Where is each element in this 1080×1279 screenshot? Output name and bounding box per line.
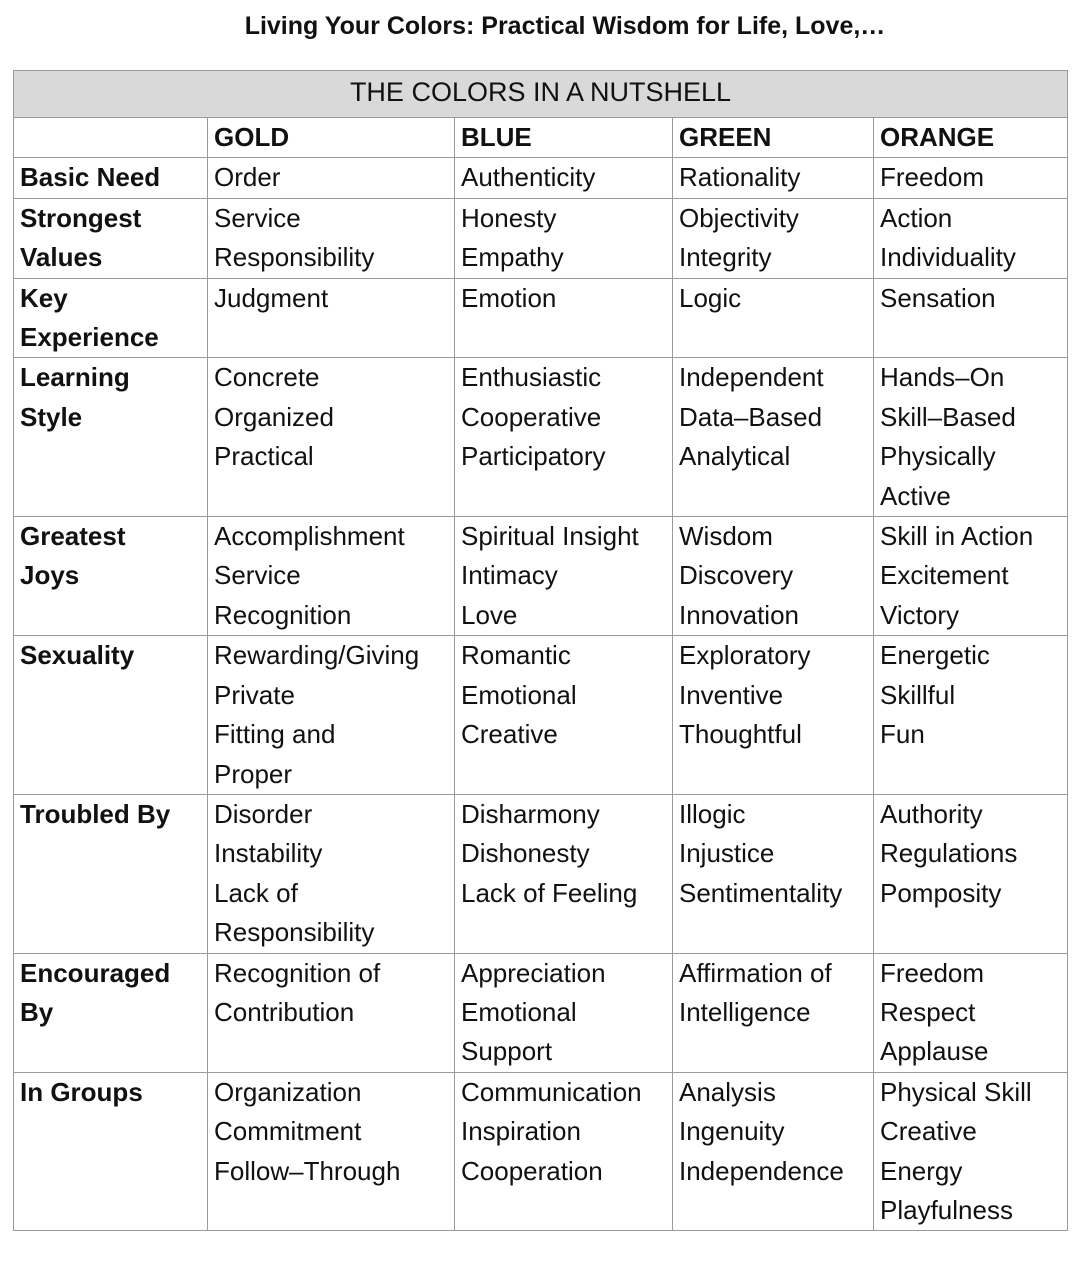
cell-line: Physically bbox=[880, 441, 996, 472]
cell-line: Illogic bbox=[679, 798, 746, 829]
row-label-line: Sexuality bbox=[20, 640, 135, 671]
cell-line: Energetic bbox=[880, 640, 990, 671]
table-cell-blue bbox=[455, 517, 673, 636]
cell-line: Skill–Based bbox=[880, 401, 1016, 432]
cell-line: Recognition of bbox=[214, 957, 381, 988]
table-cell-blue bbox=[455, 953, 673, 1072]
table-cell-gold bbox=[208, 794, 455, 953]
table-cell-blue bbox=[455, 1072, 673, 1231]
table-cell-gold bbox=[208, 198, 455, 278]
cell-line: Hands–On bbox=[880, 362, 1005, 393]
table-cell-gold bbox=[208, 636, 455, 795]
cell-line: Dishonesty bbox=[461, 838, 590, 869]
cell-line: Disharmony bbox=[461, 798, 600, 829]
row-label-line: Strongest bbox=[20, 202, 142, 233]
cell-line: Sentimentality bbox=[679, 877, 843, 908]
table-cell-gold bbox=[208, 953, 455, 1072]
cell-line: Inspiration bbox=[461, 1116, 581, 1147]
cell-line: Practical bbox=[214, 441, 314, 472]
cell-line: Objectivity bbox=[679, 202, 799, 233]
cell-line: Logic bbox=[679, 282, 742, 313]
cell-line: Cooperative bbox=[461, 401, 602, 432]
cell-line: Cooperation bbox=[461, 1155, 603, 1186]
row-label-line: By bbox=[20, 996, 54, 1027]
colors-table bbox=[13, 70, 1068, 1231]
cell-line: Concrete bbox=[214, 362, 320, 393]
table-cell-green bbox=[673, 358, 874, 517]
table-cell-blue bbox=[455, 636, 673, 795]
cell-line: Organization bbox=[214, 1076, 362, 1107]
cell-line: Instability bbox=[214, 838, 323, 869]
cell-line: Creative bbox=[461, 719, 558, 750]
cell-line: Disorder bbox=[214, 798, 313, 829]
table-caption: THE COLORS IN A NUTSHELL bbox=[14, 71, 1068, 118]
table-row bbox=[14, 198, 1068, 278]
cell-line: Active bbox=[880, 480, 951, 511]
cell-line: Innovation bbox=[679, 599, 799, 630]
cell-line: Contribution bbox=[214, 996, 355, 1027]
row-label-line: Learning bbox=[20, 362, 130, 393]
column-header-blue: BLUE bbox=[455, 118, 673, 158]
table-row bbox=[14, 358, 1068, 517]
cell-line: Intelligence bbox=[679, 996, 811, 1027]
cell-line: Affirmation of bbox=[679, 957, 832, 988]
cell-line: Freedom bbox=[880, 957, 985, 988]
table-row bbox=[14, 953, 1068, 1072]
cell-line: Support bbox=[461, 1036, 553, 1067]
cell-line: Responsibility bbox=[214, 242, 375, 273]
cell-line: Judgment bbox=[214, 282, 329, 313]
table-cell-green bbox=[673, 517, 874, 636]
cell-line: Service bbox=[214, 202, 301, 233]
cell-line: Inventive bbox=[679, 679, 784, 710]
row-label bbox=[14, 358, 208, 517]
cell-line: Communication bbox=[461, 1076, 642, 1107]
table-cell-green bbox=[673, 198, 874, 278]
header-corner bbox=[14, 118, 208, 158]
row-label bbox=[14, 636, 208, 795]
table-cell-gold bbox=[208, 358, 455, 517]
cell-line: Appreciation bbox=[461, 957, 606, 988]
cell-line: Commitment bbox=[214, 1116, 362, 1147]
table-cell-blue bbox=[455, 158, 673, 198]
cell-line: Honesty bbox=[461, 202, 557, 233]
table-cell-blue bbox=[455, 794, 673, 953]
table-cell-green bbox=[673, 953, 874, 1072]
cell-line: Authority bbox=[880, 798, 983, 829]
table-row bbox=[14, 278, 1068, 358]
cell-line: Victory bbox=[880, 599, 959, 630]
table-cell-green bbox=[673, 1072, 874, 1231]
table-cell-orange bbox=[874, 358, 1068, 517]
cell-line: Applause bbox=[880, 1036, 989, 1067]
cell-line: Participatory bbox=[461, 441, 606, 472]
row-label bbox=[14, 1072, 208, 1231]
cell-line: Lack of Feeling bbox=[461, 877, 638, 908]
row-label-line: Key bbox=[20, 282, 68, 313]
column-header-green: GREEN bbox=[673, 118, 874, 158]
cell-line: Sensation bbox=[880, 282, 996, 313]
row-label-line: Style bbox=[20, 401, 83, 432]
cell-line: Love bbox=[461, 599, 518, 630]
cell-line: Order bbox=[214, 162, 281, 193]
table-cell-gold bbox=[208, 1072, 455, 1231]
row-label-line: Greatest bbox=[20, 521, 126, 552]
row-label-line: Values bbox=[20, 242, 103, 273]
table-cell-orange bbox=[874, 636, 1068, 795]
cell-line: Excitement bbox=[880, 560, 1009, 591]
row-label bbox=[14, 517, 208, 636]
cell-line: Accomplishment bbox=[214, 521, 405, 552]
cell-line: Exploratory bbox=[679, 640, 811, 671]
cell-line: Emotion bbox=[461, 282, 557, 313]
table-cell-blue bbox=[455, 358, 673, 517]
table-cell-orange bbox=[874, 158, 1068, 198]
cell-line: Enthusiastic bbox=[461, 362, 602, 393]
table-cell-blue bbox=[455, 198, 673, 278]
table-body bbox=[14, 158, 1068, 1231]
table-cell-green bbox=[673, 794, 874, 953]
table-cell-orange bbox=[874, 517, 1068, 636]
table-row bbox=[14, 636, 1068, 795]
cell-line: Proper bbox=[214, 758, 293, 789]
row-label bbox=[14, 953, 208, 1072]
cell-line: Rationality bbox=[679, 162, 801, 193]
table-cell-orange bbox=[874, 953, 1068, 1072]
table-cell-blue bbox=[455, 278, 673, 358]
table-cell-orange bbox=[874, 794, 1068, 953]
cell-line: Empathy bbox=[461, 242, 564, 273]
cell-line: Spiritual Insight bbox=[461, 521, 639, 552]
cell-line: Freedom bbox=[880, 162, 985, 193]
table-cell-green bbox=[673, 278, 874, 358]
table-cell-orange bbox=[874, 1072, 1068, 1231]
table-cell-gold bbox=[208, 158, 455, 198]
cell-line: Creative bbox=[880, 1116, 977, 1147]
cell-line: Regulations bbox=[880, 838, 1018, 869]
cell-line: Fitting and bbox=[214, 719, 336, 750]
table-row bbox=[14, 517, 1068, 636]
table-cell-orange bbox=[874, 278, 1068, 358]
column-header-orange: ORANGE bbox=[874, 118, 1068, 158]
cell-line: Emotional bbox=[461, 679, 577, 710]
cell-line: Ingenuity bbox=[679, 1116, 785, 1147]
cell-line: Service bbox=[214, 560, 301, 591]
cell-line: Energy bbox=[880, 1155, 963, 1186]
cell-line: Emotional bbox=[461, 996, 577, 1027]
page-title: Living Your Colors: Practical Wisdom for Life, Love,… bbox=[244, 12, 886, 40]
cell-line: Rewarding/Giving bbox=[214, 640, 420, 671]
cell-line: Analysis bbox=[679, 1076, 776, 1107]
cell-line: Skillful bbox=[880, 679, 956, 710]
cell-line: Authenticity bbox=[461, 162, 596, 193]
table-cell-orange bbox=[874, 198, 1068, 278]
cell-line: Fun bbox=[880, 719, 925, 750]
row-label bbox=[14, 158, 208, 198]
row-label-line: Joys bbox=[20, 560, 80, 591]
cell-line: Recognition bbox=[214, 599, 352, 630]
cell-line: Responsibility bbox=[214, 917, 375, 948]
table-row bbox=[14, 1072, 1068, 1231]
cell-line: Independent bbox=[679, 362, 824, 393]
row-label bbox=[14, 794, 208, 953]
cell-line: Wisdom bbox=[679, 521, 773, 552]
row-label-line: Basic Need bbox=[20, 162, 161, 193]
column-header-gold: GOLD bbox=[208, 118, 455, 158]
row-label-line: In Groups bbox=[20, 1076, 143, 1107]
cell-line: Injustice bbox=[679, 838, 775, 869]
cell-line: Thoughtful bbox=[679, 719, 802, 750]
cell-line: Private bbox=[214, 679, 295, 710]
cell-line: Pomposity bbox=[880, 877, 1002, 908]
cell-line: Respect bbox=[880, 996, 976, 1027]
table-cell-green bbox=[673, 158, 874, 198]
cell-line: Individuality bbox=[880, 242, 1016, 273]
cell-line: Analytical bbox=[679, 441, 791, 472]
cell-line: Physical Skill bbox=[880, 1076, 1032, 1107]
cell-line: Discovery bbox=[679, 560, 794, 591]
cell-line: Action bbox=[880, 202, 953, 233]
cell-line: Romantic bbox=[461, 640, 571, 671]
table-row bbox=[14, 158, 1068, 198]
row-label-line: Encouraged bbox=[20, 957, 171, 988]
table-cell-gold bbox=[208, 278, 455, 358]
row-label bbox=[14, 198, 208, 278]
row-label-line: Troubled By bbox=[20, 798, 171, 829]
table-cell-gold bbox=[208, 517, 455, 636]
cell-line: Organized bbox=[214, 401, 334, 432]
cell-line: Integrity bbox=[679, 242, 772, 273]
cell-line: Follow–Through bbox=[214, 1155, 401, 1186]
table-caption-row bbox=[14, 71, 1068, 118]
cell-line: Playfulness bbox=[880, 1194, 1013, 1225]
cell-line: Data–Based bbox=[679, 401, 823, 432]
row-label bbox=[14, 278, 208, 358]
table-cell-green bbox=[673, 636, 874, 795]
table-row bbox=[14, 794, 1068, 953]
cell-line: Independence bbox=[679, 1155, 844, 1186]
cell-line: Skill in Action bbox=[880, 521, 1034, 552]
table-header-row bbox=[14, 118, 1068, 158]
row-label-line: Experience bbox=[20, 322, 159, 353]
cell-line: Lack of bbox=[214, 877, 298, 908]
cell-line: Intimacy bbox=[461, 560, 558, 591]
